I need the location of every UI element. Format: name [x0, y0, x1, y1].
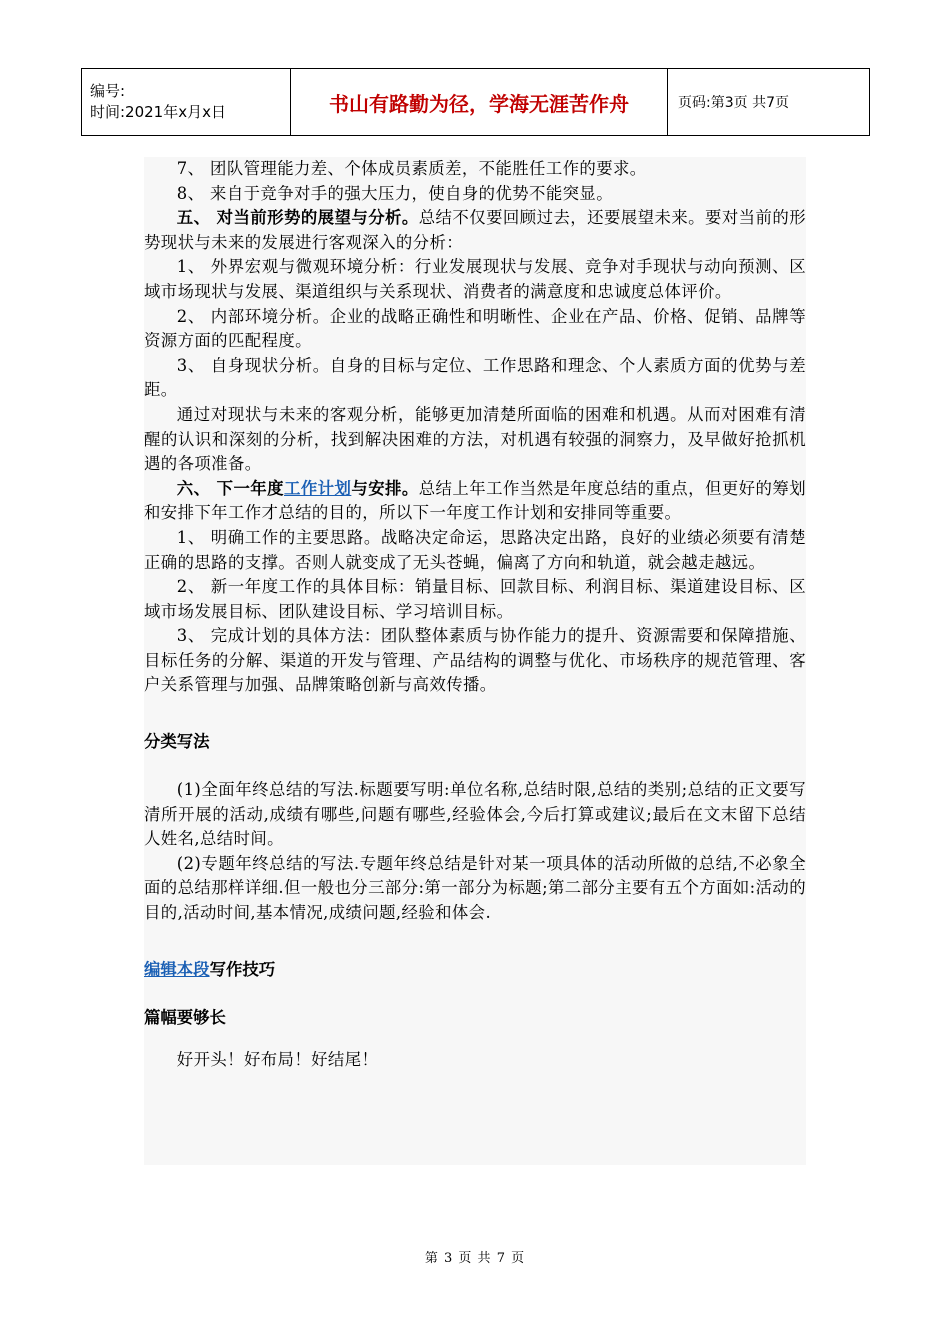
section-6-body: 总结上年工作当然是年度总结的重点，但更好的筹划和安排下年工作才总结的目的，所以下一年度工作计划和安排同等重要。 — [144, 478, 806, 523]
time-label: 时间:2021年x月x日 — [90, 103, 226, 121]
section-5-paragraph: 通过对现状与未来的客观分析，能够更加清楚所面临的困难和机遇。从而对困难有清醒的认识和深刻的分析，找到解决困难的方法，对机遇有较强的洞察力，及早做好抢抓机遇的各项准备。 — [144, 404, 806, 474]
header-meta — [82, 69, 291, 136]
tips-heading-text: 写作技巧 — [209, 959, 276, 979]
page-footer: 第 3 页 共 7 页 — [424, 1251, 526, 1266]
edit-section-link[interactable]: 编辑本段 — [144, 959, 210, 979]
category-1: (1)全面年终总结的写法.标题要写明:单位名称,总结时限,总结的类别;总结的正文要写清所开展的活动,成绩有哪些,问题有哪些,经验体会,今后打算或建议;最后在文末留下总结人姓名,总结时间。 — [144, 780, 806, 849]
item-7: 7、 团队管理能力差、个体成员素质差，不能胜任工作的要求。 — [176, 159, 647, 178]
item-8: 8、 来自于竞争对手的强大压力，使自身的优势不能突显。 — [176, 183, 613, 203]
document-body — [144, 157, 806, 1165]
section-5-item-3: 3、 自身现状分析。自身的目标与定位、工作思路和理念、个人素质方面的优势与差距。 — [144, 355, 806, 400]
header-page-info: 页码:第3页 共7页 — [668, 69, 870, 136]
section-6-item-1: 1、 明确工作的主要思路。战略决定命运，思路决定出路，良好的业绩必须要有清楚正确的思路的支撑。否则人就变成了无头苍蝇，偏离了方向和轨道，就会越走越远。 — [144, 527, 806, 572]
header-table — [81, 68, 870, 136]
section-5-title: 五、 对当前形势的展望与分析。 — [176, 208, 419, 228]
work-plan-link[interactable]: 工作计划 — [284, 478, 352, 498]
section-5 — [144, 206, 806, 255]
header-motto: 书山有路勤为径，学海无涯苦作舟 — [291, 69, 668, 136]
section-5-item-2: 2、 内部环境分析。企业的战略正确性和明晰性、企业在产品、价格、促销、品牌等资源方面的匹配程度。 — [144, 306, 806, 351]
number-label: 编号: — [90, 82, 126, 100]
category-heading: 分类写法 — [144, 732, 210, 752]
closing-line: 好开头！好布局！好结尾！ — [176, 1049, 379, 1069]
tips-heading — [144, 956, 806, 980]
section-6-item-3: 3、 完成计划的具体方法：团队整体素质与协作能力的提升、资源需要和保障措施、目标任务的分解、渠道的开发与管理、产品结构的调整与优化、市场秩序的规范管理、客户关系管理与加强、品牌策略创新与高效传播。 — [144, 626, 806, 695]
section-6 — [144, 477, 806, 526]
section-6-title-a: 六、 下一年度 — [176, 478, 284, 498]
section-5-item-1: 1、 外界宏观与微观环境分析：行业发展现状与发展、竞争对手现状与动向预测、区域市场现状与发展、渠道组织与关系现状、消费者的满意度和忠诚度总体评价。 — [144, 257, 806, 301]
length-heading: 篇幅要够长 — [144, 1007, 226, 1027]
category-2: (2)专题年终总结的写法.专题年终总结是针对某一项具体的活动所做的总结,不必象全面的总结那样详细.但一般也分三部分:第一部分为标题;第二部分主要有五个方面如:活动的目的,活动时间,基本情况,成绩问题,经验和体会. — [144, 853, 806, 923]
section-6-title-b: 与安排。 — [351, 478, 419, 498]
section-5-body: 总结不仅要回顾过去，还要展望未来。要对当前的形势现状与未来的发展进行客观深入的分析： — [144, 208, 806, 252]
section-6-item-2: 2、 新一年度工作的具体目标：销量目标、回款目标、利润目标、渠道建设目标、区域市场发展目标、团队建设目标、学习培训目标。 — [144, 577, 806, 621]
